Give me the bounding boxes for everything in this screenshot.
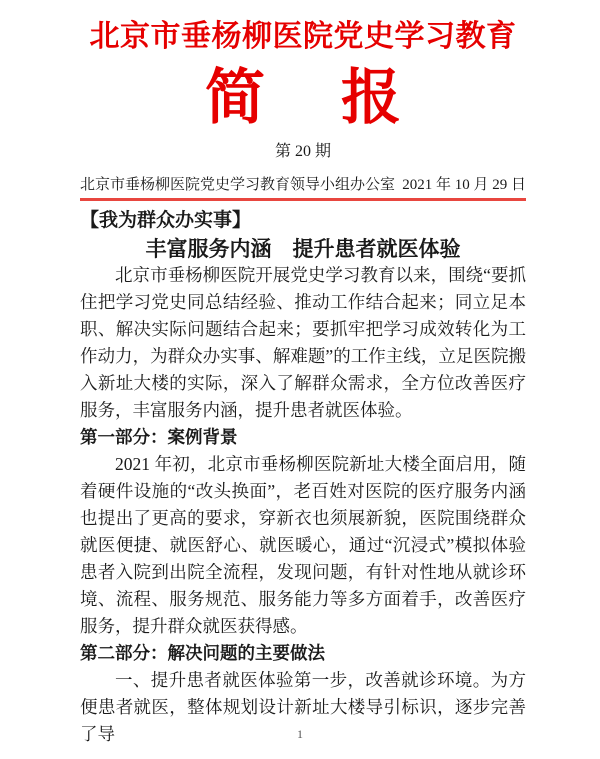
issue-date: 2021 年 10 月 29 日 xyxy=(402,177,526,193)
article-title: 丰富服务内涵 提升患者就医体验 xyxy=(145,236,461,261)
office-row xyxy=(80,176,526,195)
masthead xyxy=(80,65,526,131)
column-tag: 【我为群众办实事】 xyxy=(80,209,252,231)
paragraph-intro: 北京市垂杨柳医院开展党史学习教育以来，围绕“要抓住把学习党史同总结经验、推动工作结合起来；同立足本职、解决实际问题结合起来；要抓牢把学习成效转化为工作动力，为群众办实事、解难题”的工作主线，立足医院搬入新址大楼的实际，深入了解群众需求，全方位改善医疗服务，丰富服务内涵，提升患者就医体验。 xyxy=(80,264,526,420)
section-heading-part2: 第二部分：解决问题的主要做法 xyxy=(80,642,325,663)
issuing-office: 北京市垂杨柳医院党史学习教育领导小组办公室 xyxy=(80,177,396,193)
page-number: 1 xyxy=(297,727,303,741)
issue-number: 第 20 期 xyxy=(274,143,331,160)
masthead-char-jian: 简 xyxy=(205,65,265,131)
org-title: 北京市垂杨柳医院党史学习教育 xyxy=(89,20,517,53)
section-heading-part1: 第一部分：案例背景 xyxy=(80,426,238,447)
paragraph-measures: 一、提升患者就医体验第一步，改善就诊环境。为方便患者就医，整体规划设计新址大楼导引标识，逐步完善了导 xyxy=(80,669,526,744)
masthead-char-bao: 报 xyxy=(341,65,401,131)
paragraph-background: 2021 年初，北京市垂杨柳医院新址大楼全面启用，随着硬件设施的“改头换面”，老百姓对医院的医疗服务内涵也提出了更高的要求，穿新衣也须展新貌，医院围绕群众就医便捷、就医舒心、就医暖心，通过“沉浸式”模拟体验患者入院到出院全流程，发现问题，有针对性地从就诊环境、流程、服务规范、服务能力等多方面着手，改善医疗服务，提升群众就医获得感。 xyxy=(80,453,526,636)
red-divider-line xyxy=(80,198,526,201)
document-content xyxy=(80,0,526,748)
